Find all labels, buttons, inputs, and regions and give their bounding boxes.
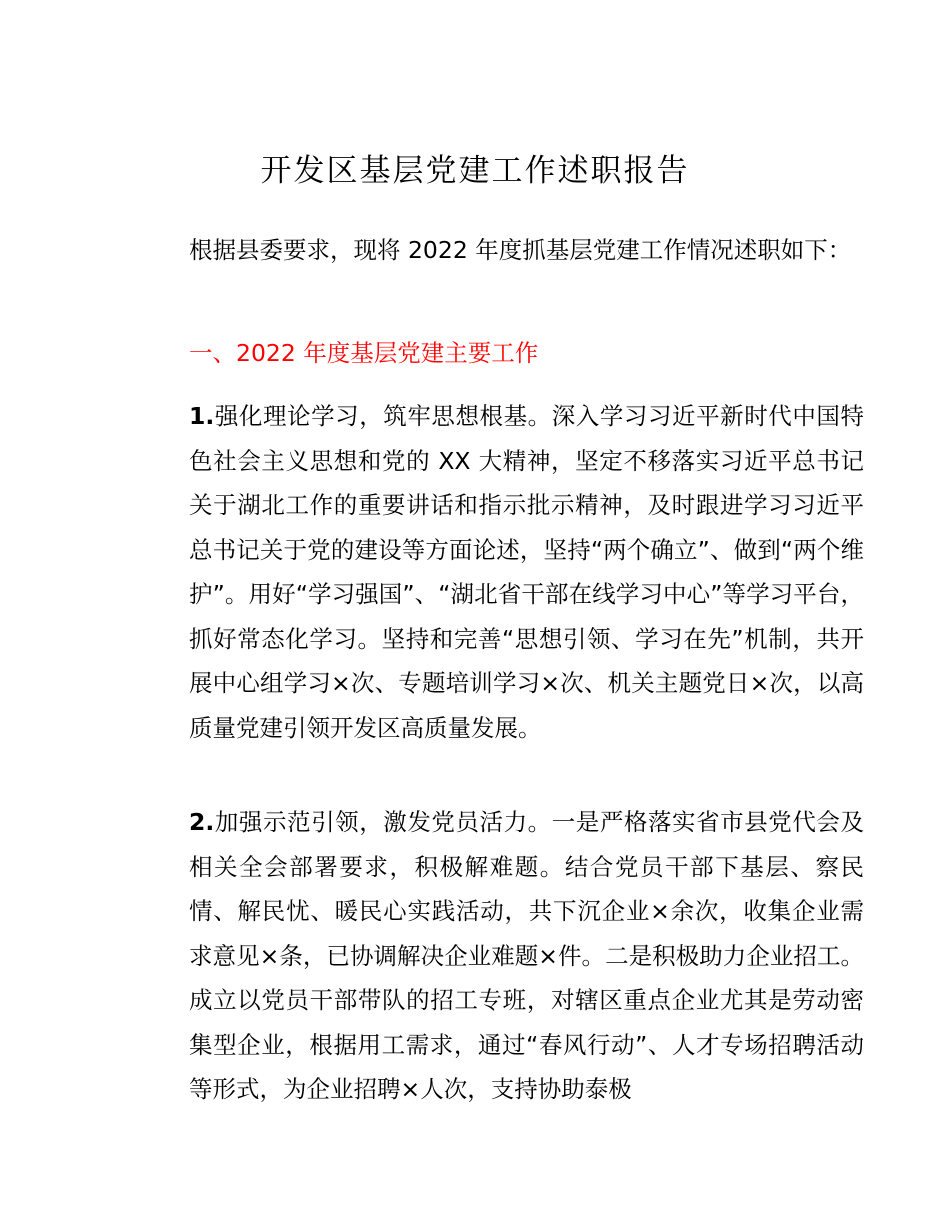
section-heading: 一、2022 年度基层党建主要工作 (189, 339, 539, 367)
intro-paragraph: 根据县委要求，现将 2022 年度抓基层党建工作情况述职如下： (189, 236, 852, 264)
item-number: 2. (189, 808, 215, 836)
paragraph-item-1 (142, 394, 864, 750)
paragraph-item-2 (142, 800, 864, 1112)
document-title: 开发区基层党建工作述职报告 (260, 153, 690, 189)
item-number: 1. (189, 402, 215, 430)
item-text: 加强示范引领，激发党员活力。一是严格落实省市县党代会及相关全会部署要求，积极解难题。结合党员干部下基层、察民情、解民忧、暖民心实践活动，共下沉企业×余次，收集企业需求意见×条，已协调解决企业难题×件。二是积极助力企业招工。成立以党员干部带队的招工专班，对辖区重点企业尤其是劳动密集型企业，根据用工需求，通过“春风行动”、人才专场招聘活动等形式，为企业招聘×人次，支持协助泰极 (189, 808, 864, 1103)
item-text: 强化理论学习，筑牢思想根基。深入学习习近平新时代中国特色社会主义思想和党的 XX 大精神，坚定不移落实习近平总书记关于湖北工作的重要讲话和指示批示精神，及时跟进学习习近平总书记关于党的建设等方面论述，坚持“两个确立”、做到“两个维护”。用好“学习强国”、“湖北省干部在线学习中心”等学习平台，抓好常态化学习。坚持和完善“思想引领、学习在先”机制，共开展中心组学习×次、专题培训学习×次、机关主题党日×次，以高质量党建引领开发区高质量发展。 (189, 402, 864, 742)
